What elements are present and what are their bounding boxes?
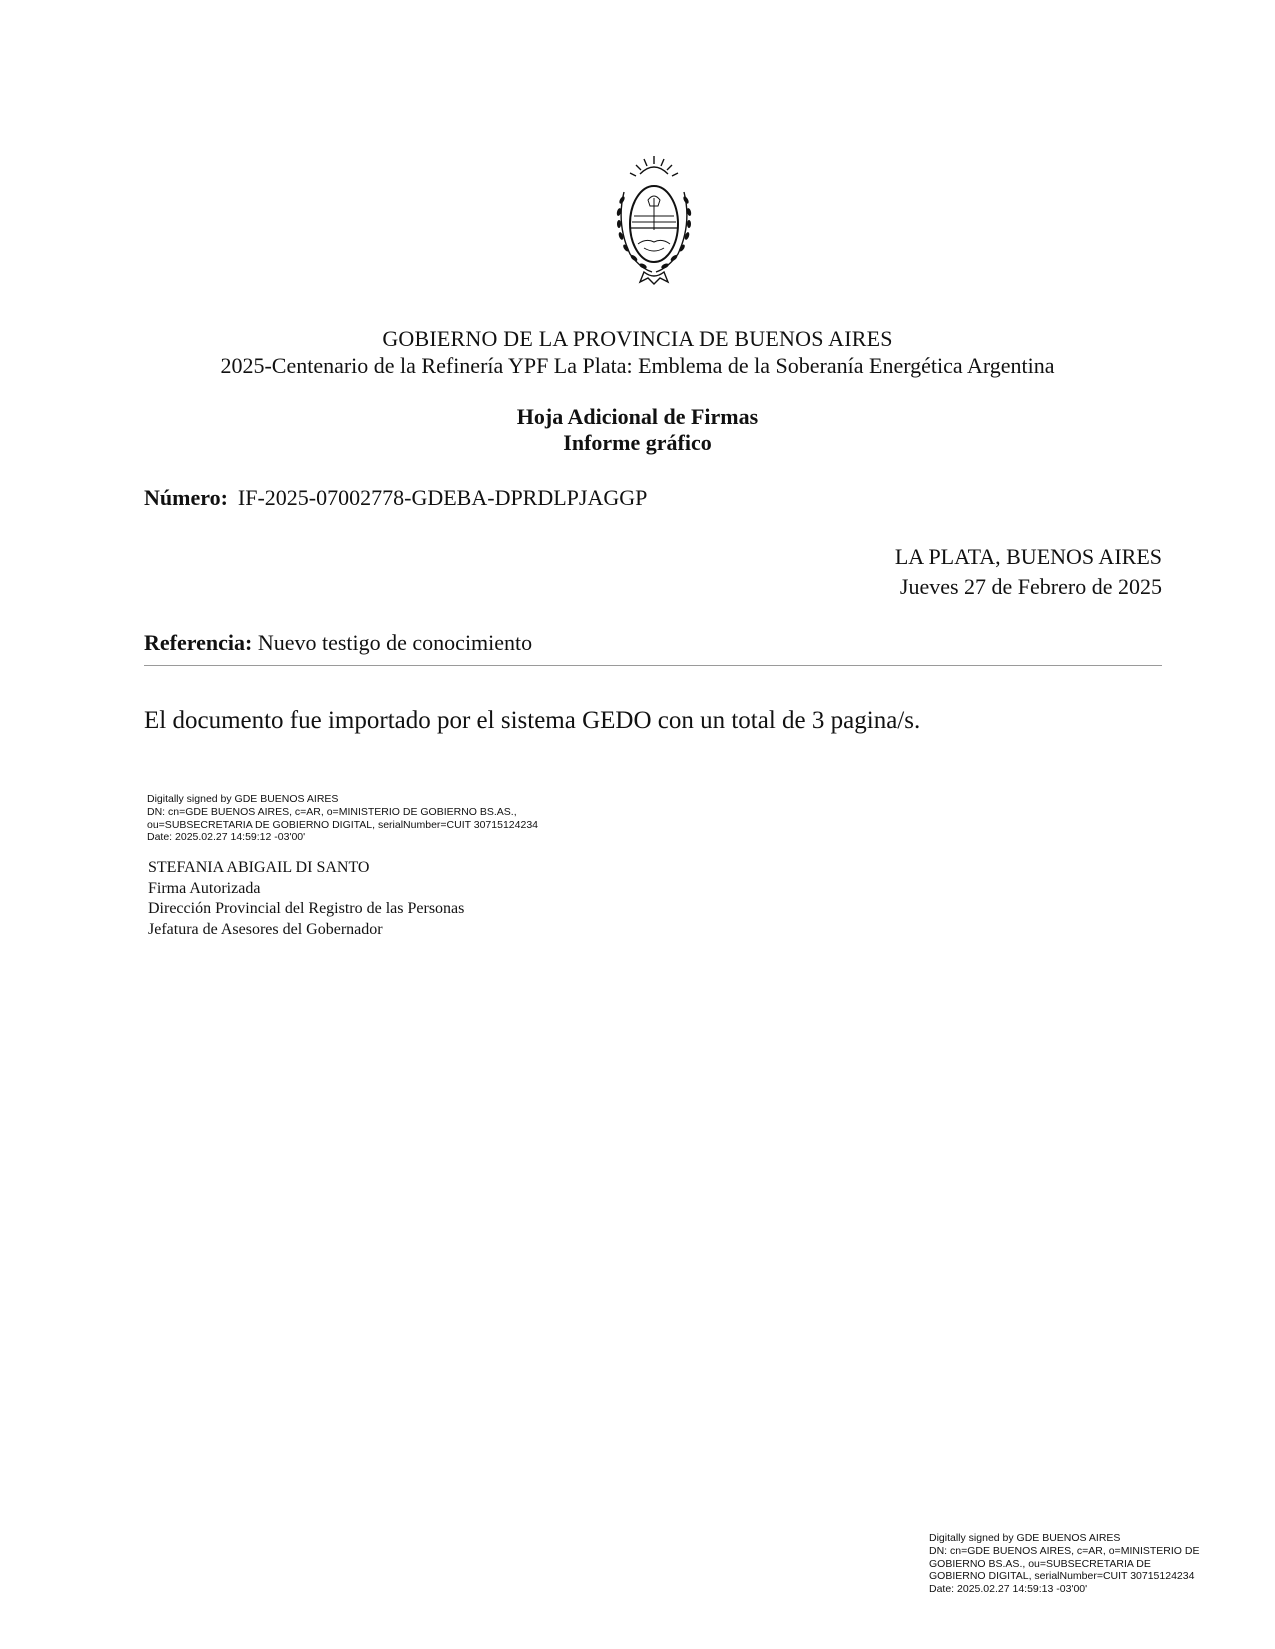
- place-and-date: [895, 542, 1162, 602]
- signer-name: STEFANIA ABIGAIL DI SANTO: [148, 859, 370, 876]
- signature-line: Digitally signed by GDE BUENOS AIRES: [147, 793, 339, 805]
- signature-line: GOBIERNO BS.AS., ou=SUBSECRETARIA DE: [929, 1557, 1151, 1570]
- document-title: Hoja Adicional de Firmas: [516, 404, 759, 429]
- document-subtitle: Informe gráfico: [563, 430, 712, 455]
- document-number-value: IF-2025-07002778-GDEBA-DPRDLPJAGGP: [237, 485, 648, 510]
- government-motto: 2025-Centenario de la Refinería YPF La Plata: Emblema de la Soberanía Energética Argentina: [220, 353, 1055, 378]
- signature-line: Digitally signed by GDE BUENOS AIRES: [929, 1532, 1121, 1544]
- signature-line: DN: cn=GDE BUENOS AIRES, c=AR, o=MINISTERIO DE: [929, 1544, 1200, 1557]
- signer-office: Dirección Provincial del Registro de las Personas: [148, 900, 465, 917]
- signer-block: [148, 858, 464, 940]
- document-number-label: Número:: [144, 485, 228, 510]
- place: LA PLATA, BUENOS AIRES: [894, 544, 1162, 569]
- reference-value: Nuevo testigo de conocimiento: [257, 630, 533, 655]
- date: Jueves 27 de Febrero de 2025: [899, 574, 1162, 599]
- signer-role: Firma Autorizada: [148, 879, 261, 897]
- reference-row: [144, 630, 532, 656]
- signer-department: Jefatura de Asesores del Gobernador: [148, 920, 383, 938]
- province-coat-of-arms-seal: [610, 154, 698, 286]
- document-body: El documento fue importado por el sistema GEDO con un total de 3 pagina/s.: [144, 707, 921, 734]
- signature-line: Date: 2025.02.27 14:59:13 -03'00': [929, 1583, 1088, 1596]
- document-number-row: [144, 485, 647, 511]
- signature-line: DN: cn=GDE BUENOS AIRES, c=AR, o=MINISTERIO DE GOBIERNO BS.AS.,: [147, 805, 517, 818]
- signature-line: GOBIERNO DIGITAL, serialNumber=CUIT 30715124234: [929, 1570, 1195, 1583]
- signature-line: ou=SUBSECRETARIA DE GOBIERNO DIGITAL, serialNumber=CUIT 30715124234: [147, 818, 538, 831]
- signature-line: Date: 2025.02.27 14:59:12 -03'00': [147, 831, 306, 844]
- divider: [144, 665, 1162, 666]
- digital-signature-main: [147, 793, 538, 844]
- digital-signature-corner: [929, 1532, 1199, 1596]
- reference-label: Referencia:: [144, 630, 253, 655]
- government-name: GOBIERNO DE LA PROVINCIA DE BUENOS AIRES: [382, 326, 893, 351]
